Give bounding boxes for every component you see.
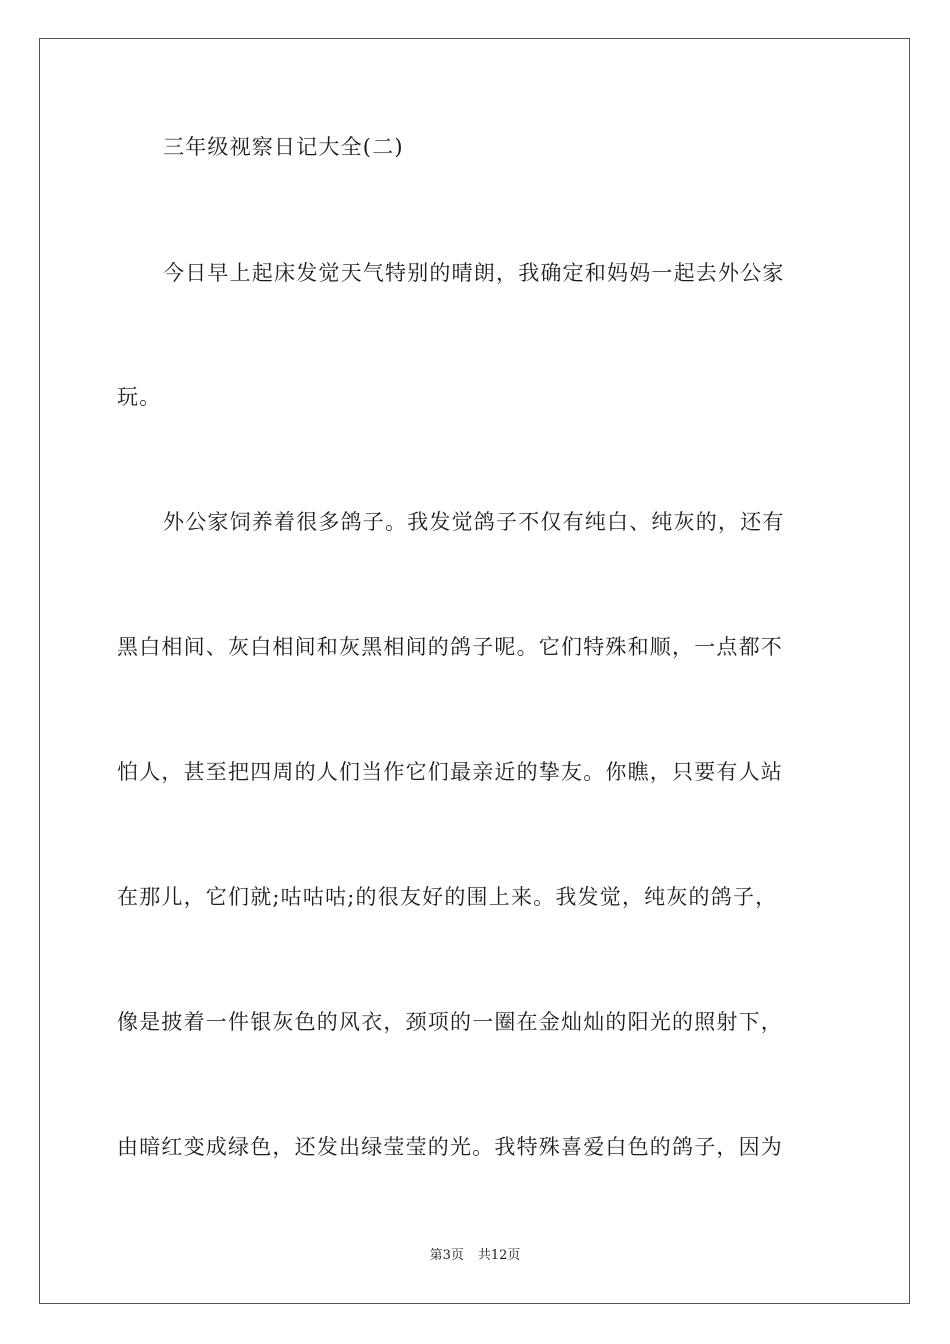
page-border — [39, 38, 910, 1304]
page-number: 第3页 — [429, 1248, 464, 1263]
paragraph-line: 外公家饲养着很多鸽子。我发觉鸽子不仅有纯白、纯灰的，还有 — [163, 510, 785, 534]
paragraph-line: 怕人，甚至把四周的人们当作它们最亲近的挚友。你瞧，只要有人站 — [117, 760, 783, 784]
page-total: 共12页 — [477, 1248, 521, 1263]
paragraph-line: 在那儿，它们就;咕咕咕;的很友好的围上来。我发觉，纯灰的鸽子， — [117, 885, 778, 909]
paragraph-line: 像是披着一件银灰色的风衣，颈项的一圈在金灿灿的阳光的照射下， — [117, 1010, 783, 1034]
paragraph-line: 今日早上起床发觉天气特别的晴朗，我确定和妈妈一起去外公家 — [163, 261, 785, 285]
paragraph-line: 玩。 — [117, 385, 162, 409]
paragraph-line: 由暗红变成绿色，还发出绿莹莹的光。我特殊喜爱白色的鸽子，因为 — [117, 1135, 783, 1159]
paragraph-line: 黑白相间、灰白相间和灰黑相间的鸽子呢。它们特殊和顺，一点都不 — [117, 635, 783, 659]
page-footer — [0, 1248, 950, 1264]
document-title: 三年级视察日记大全(二) — [163, 135, 404, 159]
